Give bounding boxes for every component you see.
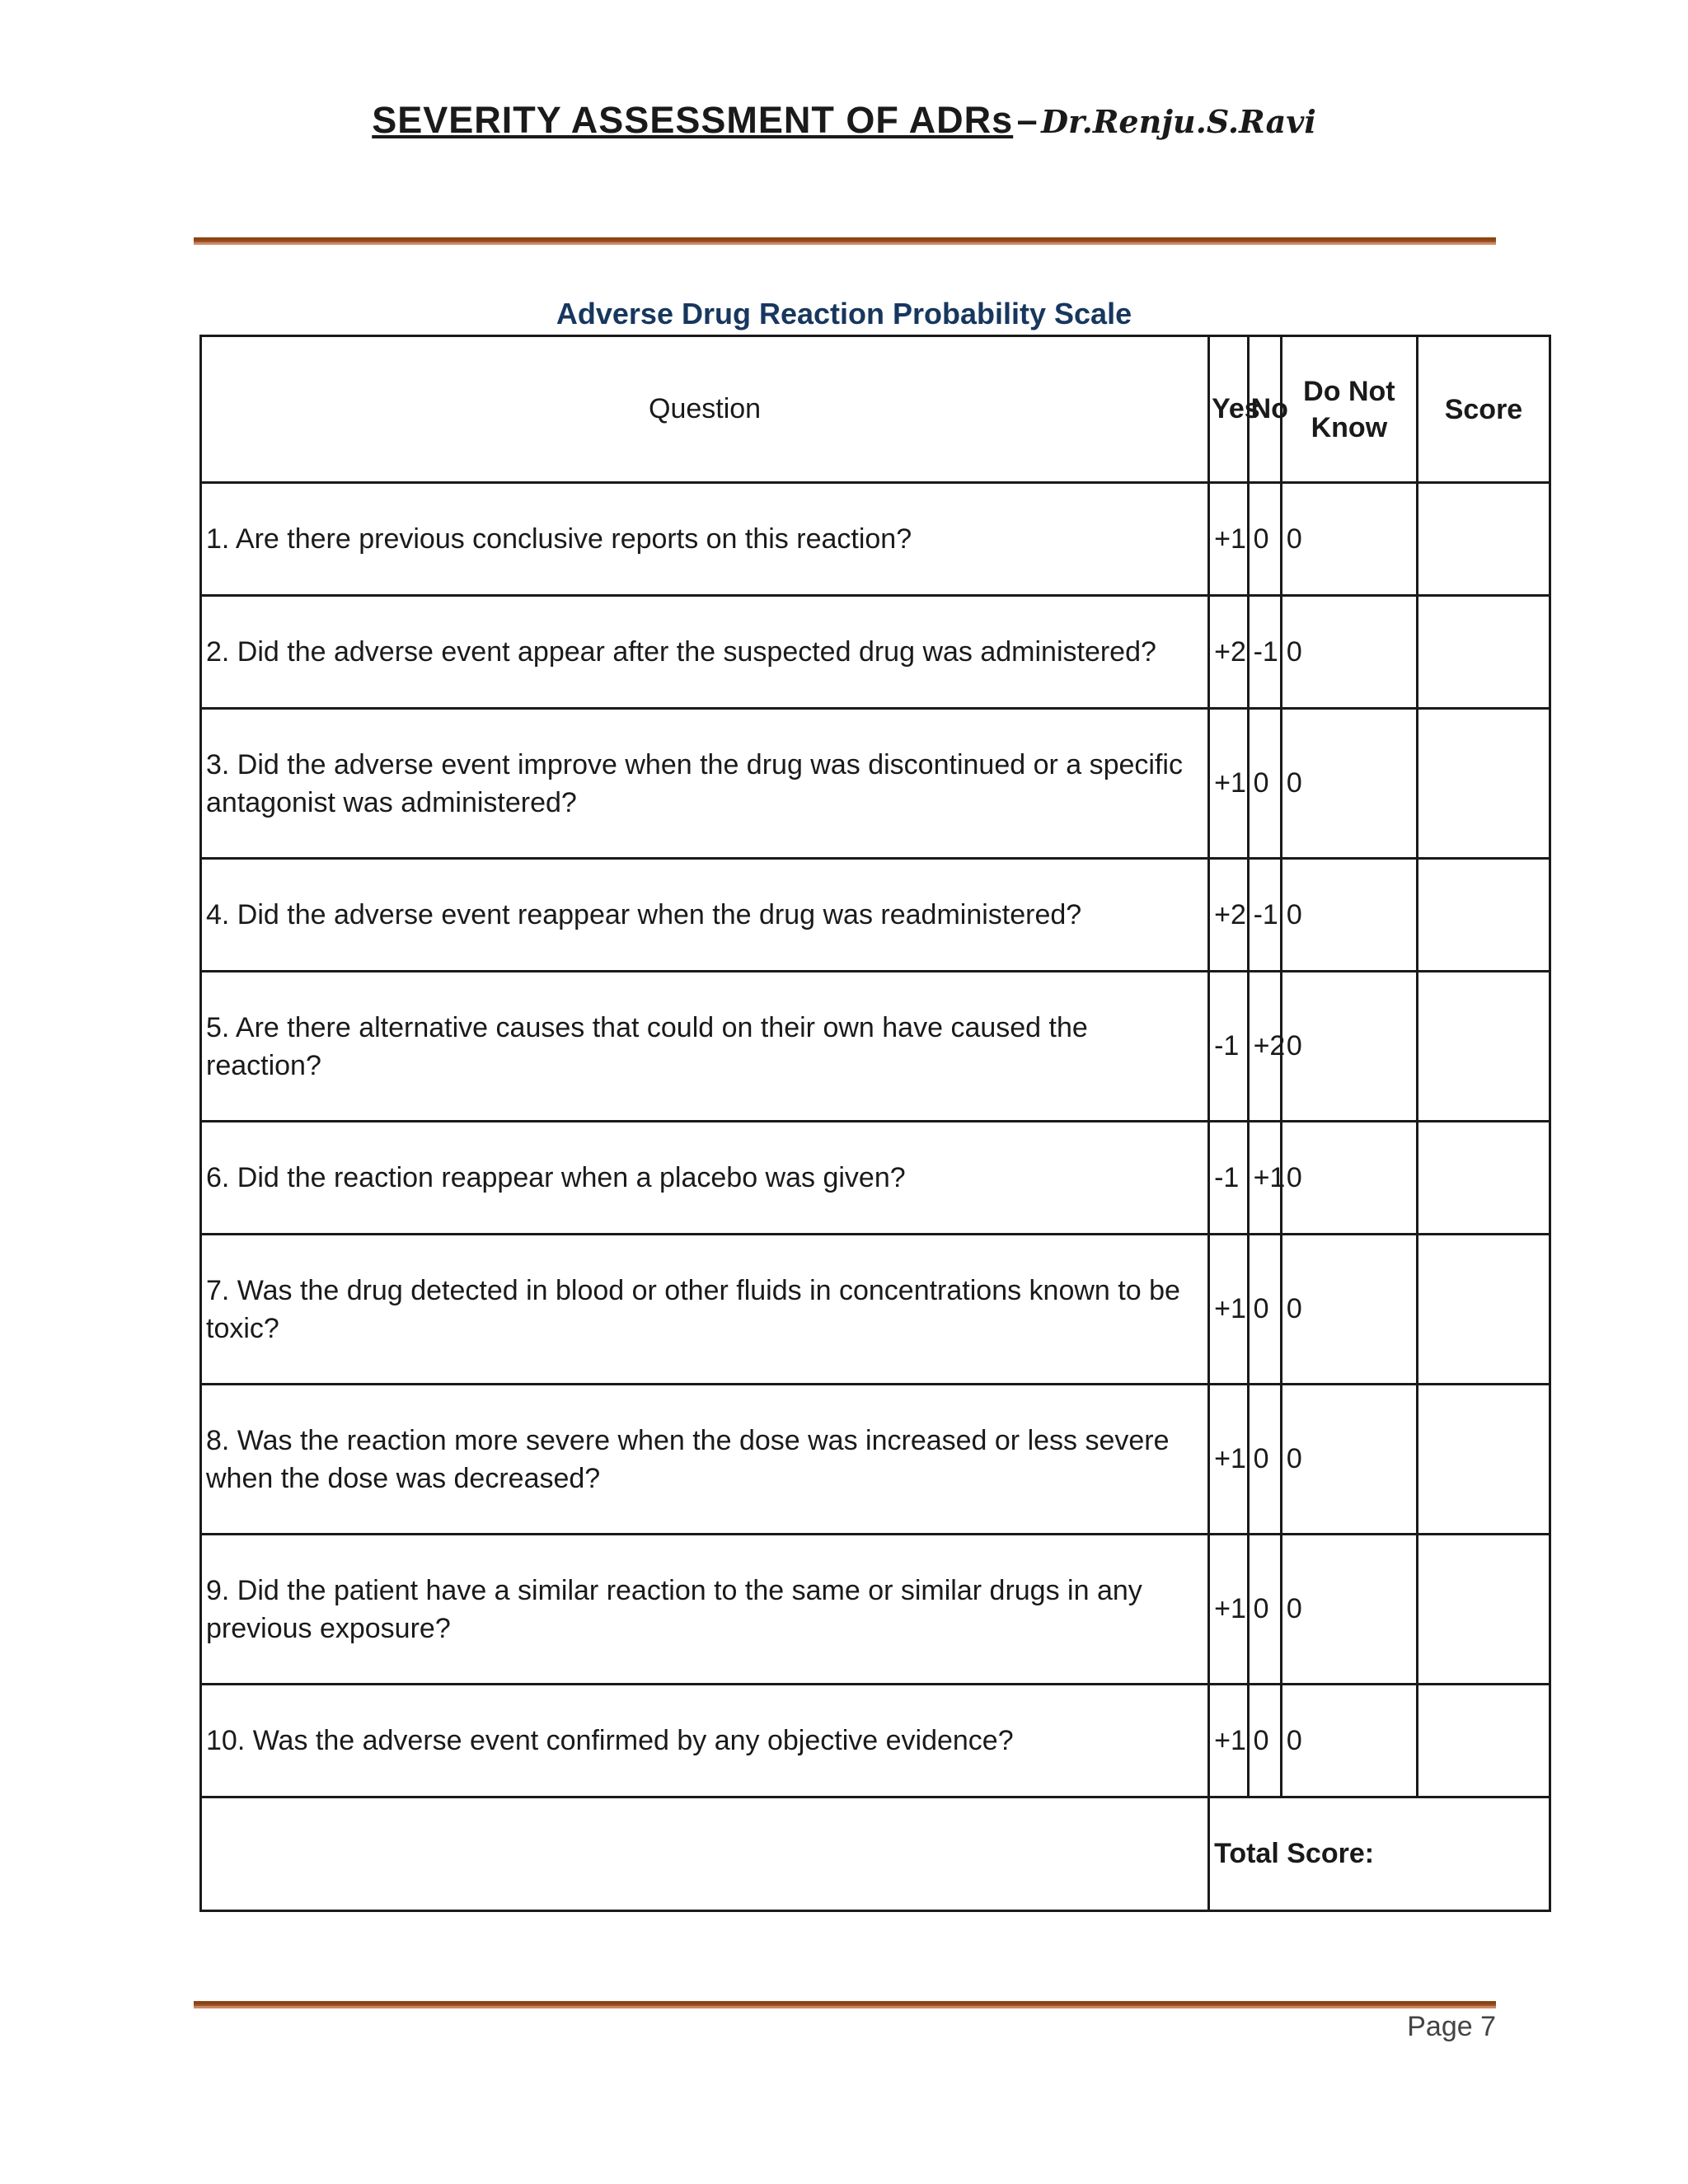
score-cell[interactable] — [1417, 1235, 1550, 1385]
table-row — [201, 596, 1550, 709]
no-cell: +2 — [1248, 972, 1281, 1122]
question-cell: 6. Did the reaction reappear when a placebo was given? — [201, 1122, 1209, 1235]
table-row — [201, 483, 1550, 596]
no-cell: 0 — [1248, 483, 1281, 596]
adr-probability-table — [199, 335, 1551, 1912]
header-title: SEVERITY ASSESSMENT OF ADRs — [372, 99, 1014, 141]
question-cell: 8. Was the reaction more severe when the dose was increased or less severe when the dose was decreased? — [201, 1385, 1209, 1535]
scale-title: Adverse Drug Reaction Probability Scale — [556, 297, 1132, 330]
yes-cell: +1 — [1209, 1535, 1248, 1685]
dnk-cell: 0 — [1281, 859, 1417, 972]
bottom-divider — [194, 2001, 1496, 2008]
question-cell: 5. Are there alternative causes that could on their own have caused the reaction? — [201, 972, 1209, 1122]
yes-cell: +2 — [1209, 596, 1248, 709]
table-row — [201, 709, 1550, 859]
header-no: No — [1248, 336, 1281, 483]
no-cell: 0 — [1248, 1685, 1281, 1797]
dnk-cell: 0 — [1281, 1122, 1417, 1235]
table-row — [201, 1122, 1550, 1235]
question-cell: 10. Was the adverse event confirmed by any objective evidence? — [201, 1685, 1209, 1797]
table-row — [201, 1235, 1550, 1385]
no-cell: +1 — [1248, 1122, 1281, 1235]
score-cell[interactable] — [1417, 483, 1550, 596]
yes-cell: +1 — [1209, 709, 1248, 859]
dnk-cell: 0 — [1281, 596, 1417, 709]
dnk-cell: 0 — [1281, 1535, 1417, 1685]
no-cell: -1 — [1248, 859, 1281, 972]
no-cell: 0 — [1248, 1535, 1281, 1685]
header-score: Score — [1417, 336, 1550, 483]
score-cell[interactable] — [1417, 709, 1550, 859]
no-cell: -1 — [1248, 596, 1281, 709]
table-row — [201, 859, 1550, 972]
score-cell[interactable] — [1417, 972, 1550, 1122]
dnk-cell: 0 — [1281, 1235, 1417, 1385]
score-cell[interactable] — [1417, 1385, 1550, 1535]
question-cell: 7. Was the drug detected in blood or other fluids in concentrations known to be toxic? — [201, 1235, 1209, 1385]
dnk-cell: 0 — [1281, 972, 1417, 1122]
dnk-cell: 0 — [1281, 483, 1417, 596]
dnk-cell: 0 — [1281, 1685, 1417, 1797]
yes-cell: +1 — [1209, 1385, 1248, 1535]
score-cell[interactable] — [1417, 596, 1550, 709]
total-blank-cell — [201, 1797, 1209, 1911]
header-separator: – — [1016, 99, 1038, 141]
score-cell[interactable] — [1417, 1122, 1550, 1235]
yes-cell: +2 — [1209, 859, 1248, 972]
header-author: Dr.Renju.S.Ravi — [1041, 103, 1316, 140]
table-row — [201, 1385, 1550, 1535]
header-question: Question — [201, 336, 1209, 483]
yes-cell: -1 — [1209, 972, 1248, 1122]
dnk-cell: 0 — [1281, 709, 1417, 859]
question-cell: 9. Did the patient have a similar reaction to the same or similar drugs in any previous exposure? — [201, 1535, 1209, 1685]
total-row — [201, 1797, 1550, 1911]
yes-cell: +1 — [1209, 1235, 1248, 1385]
question-cell: 1. Are there previous conclusive reports on this reaction? — [201, 483, 1209, 596]
score-cell[interactable] — [1417, 1535, 1550, 1685]
question-cell: 4. Did the adverse event reappear when the drug was readministered? — [201, 859, 1209, 972]
table-header-row — [201, 336, 1550, 483]
header-yes: Yes — [1209, 336, 1248, 483]
no-cell: 0 — [1248, 709, 1281, 859]
yes-cell: +1 — [1209, 483, 1248, 596]
no-cell: 0 — [1248, 1235, 1281, 1385]
dnk-cell: 0 — [1281, 1385, 1417, 1535]
score-cell[interactable] — [1417, 859, 1550, 972]
question-cell: 3. Did the adverse event improve when the drug was discontinued or a specific antagonist was administered? — [201, 709, 1209, 859]
table-row — [201, 1535, 1550, 1685]
score-cell[interactable] — [1417, 1685, 1550, 1797]
question-cell: 2. Did the adverse event appear after the suspected drug was administered? — [201, 596, 1209, 709]
top-divider — [194, 237, 1496, 245]
no-cell: 0 — [1248, 1385, 1281, 1535]
table-row — [201, 1685, 1550, 1797]
yes-cell: +1 — [1209, 1685, 1248, 1797]
page-number: Page 7 — [1407, 2011, 1496, 2042]
table-row — [201, 972, 1550, 1122]
page-header — [0, 99, 1688, 142]
header-do-not-know: Do Not Know — [1281, 336, 1417, 483]
yes-cell: -1 — [1209, 1122, 1248, 1235]
total-score-label[interactable]: Total Score: — [1209, 1797, 1550, 1911]
